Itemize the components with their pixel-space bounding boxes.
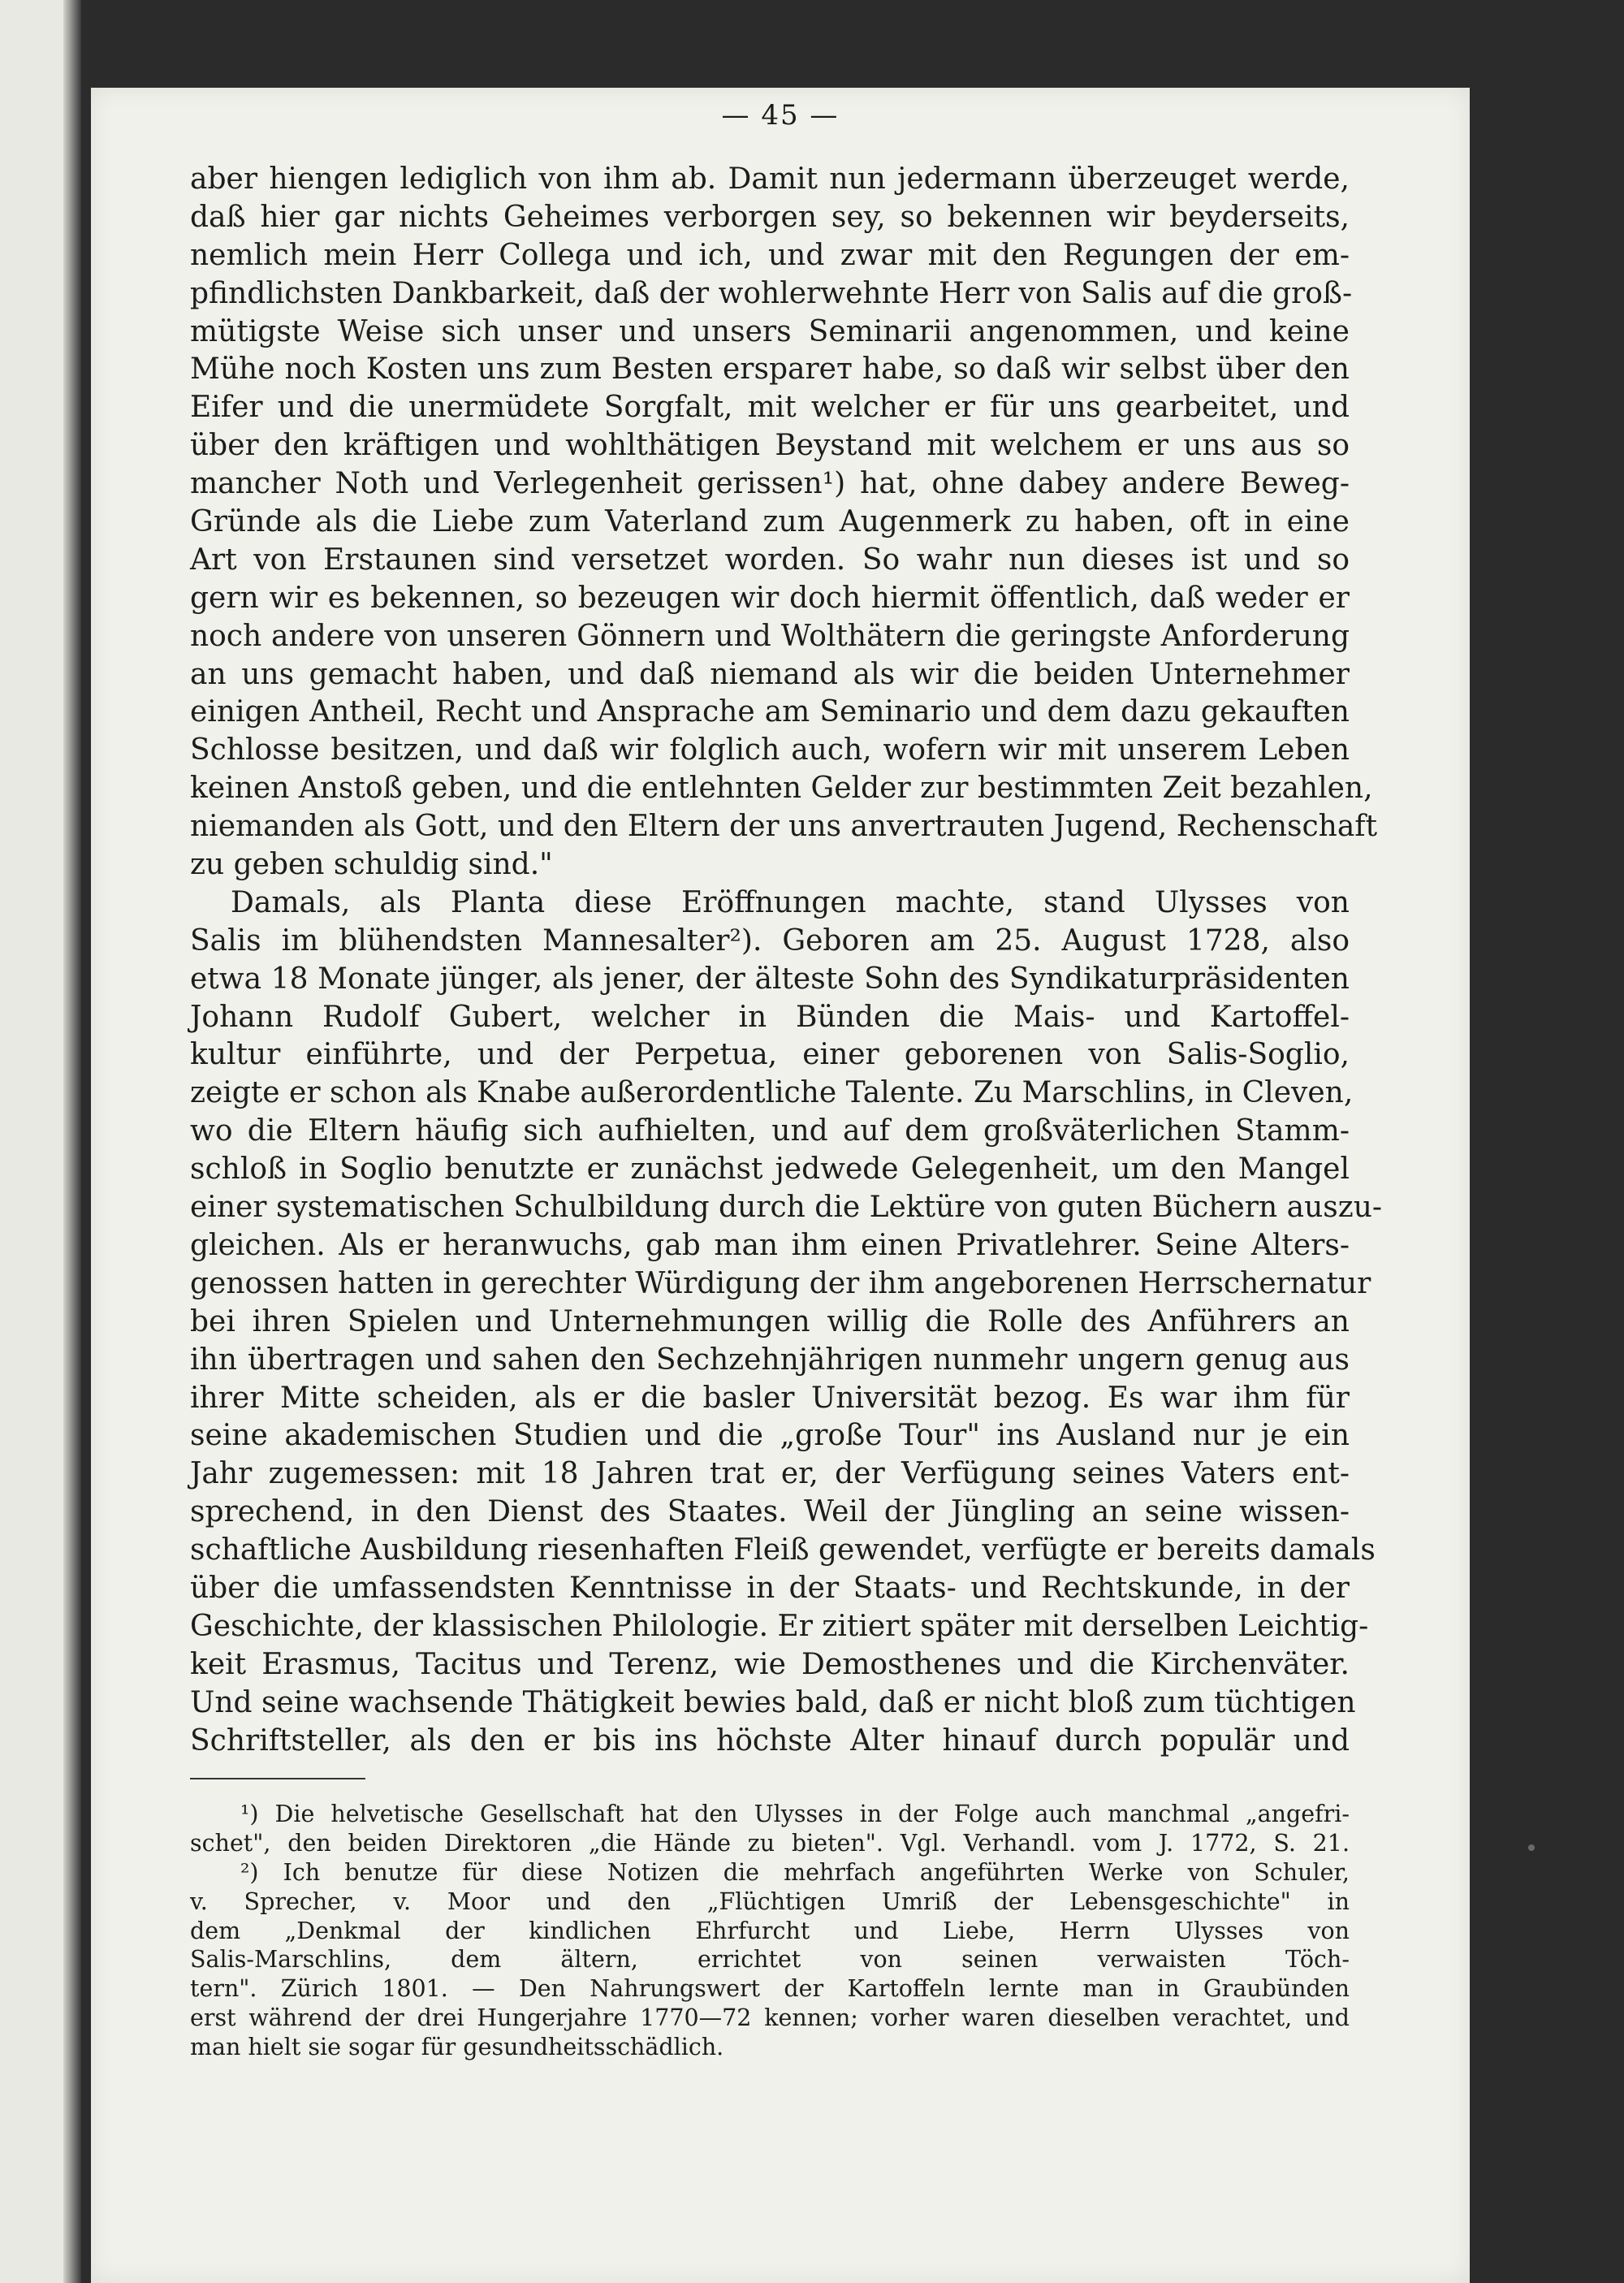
text-line: Mühe noch Kosten uns zum Besten erspareт habe, so daß wir selbst über den bbox=[190, 352, 1350, 387]
text-line: daß hier gar nichts Geheimes verborgen sey, so bekennen wir beyderseits, bbox=[190, 200, 1350, 234]
footnotes bbox=[190, 1800, 1350, 2062]
footnote-line: v. Sprecher, v. Moor und den „Flüchtigen Umriß der Lebensgeschichte" in bbox=[190, 1887, 1350, 1915]
text-line: wo die Eltern häufig sich aufhielten, und auf dem großväterlichen Stamm- bbox=[190, 1114, 1350, 1148]
text-line: keit Erasmus, Tacitus und Terenz, wie Demosthenes und die Kirchenväter. bbox=[190, 1647, 1350, 1681]
text-line: Geschichte, der klassischen Philologie. Er zitiert später mit derselben Leichtig- bbox=[190, 1609, 1369, 1643]
text-line: gern wir es bekennen, so bezeugen wir doch hiermit öffentlich, daß weder er bbox=[190, 581, 1350, 615]
paper-speck bbox=[1528, 1844, 1535, 1851]
text-line: Jahr zugemessen: mit 18 Jahren trat er, der Verfügung seines Vaters ent- bbox=[190, 1457, 1350, 1491]
footnote-line: dem „Denkmal der kindlichen Ehrfurcht und Liebe, Herrn Ulysses von bbox=[190, 1917, 1350, 1944]
text-line: Art von Erstaunen sind versetzet worden. So wahr nun dieses ist und so bbox=[190, 543, 1350, 577]
book-page bbox=[91, 88, 1470, 2283]
text-line: bei ihren Spielen und Unternehmungen willig die Rolle des Anführers an bbox=[190, 1304, 1350, 1338]
text-line: einer systematischen Schulbildung durch die Lektüre von guten Büchern auszu- bbox=[190, 1191, 1383, 1225]
text-line: sprechend, in den Dienst des Staates. Weil der Jüngling an seine wissen- bbox=[190, 1495, 1350, 1529]
page-number: — 45 — bbox=[721, 99, 840, 132]
book-gutter-shadow bbox=[63, 0, 81, 2283]
footnote-line: ²) Ich benutze für diese Notizen die mehrfach angeführten Werke von Schuler, bbox=[240, 1858, 1350, 1886]
text-line: mancher Noth und Verlegenheit gerissen¹) hat, ohne dabey andere Beweg- bbox=[190, 467, 1350, 501]
paragraph-start-line: Damals, als Planta diese Eröffnungen machte, stand Ulysses von bbox=[231, 885, 1350, 919]
footnote-line: ¹) Die helvetische Gesellschaft hat den Ulysses in der Folge auch manchmal „angefri- bbox=[240, 1801, 1350, 1827]
text-line: zu geben schuldig sind." bbox=[190, 848, 553, 882]
text-line: Schriftsteller, als den er bis ins höchste Alter hinauf durch populär und bbox=[190, 1723, 1350, 1758]
text-line: ihrer Mitte scheiden, als er die basler Universität bezog. Es war ihm für bbox=[190, 1381, 1350, 1415]
text-line: schaftliche Ausbildung riesenhaften Fleiß gewendet, verfügte er bereits damals bbox=[190, 1533, 1376, 1567]
footnote-line: Salis-Marschlins, dem ältern, errichtet von seinen verwaisten Töch- bbox=[190, 1946, 1350, 1974]
text-line: Und seine wachsende Thätigkeit bewies bald, daß er nicht bloß zum tüchtigen bbox=[190, 1685, 1356, 1719]
text-line: mütigste Weise sich unser und unsers Seminarii angenommen, und keine bbox=[190, 314, 1350, 348]
text-line: einigen Antheil, Recht und Ansprache am Seminario und dem dazu gekauften bbox=[190, 695, 1350, 729]
text-line: gleichen. Als er heranwuchs, gab man ihm einen Privatlehrer. Seine Alters- bbox=[190, 1228, 1350, 1262]
footnote-separator bbox=[190, 1778, 365, 1779]
text-line: Schlosse besitzen, und daß wir folglich auch, wofern wir mit unserem Leben bbox=[190, 733, 1350, 767]
footnote-line: man hielt sie sogar für gesundheitsschädlich. bbox=[190, 2034, 724, 2061]
text-line: niemanden als Gott, und den Eltern der uns anvertrauten Jugend, Rechenschaft bbox=[190, 810, 1378, 844]
text-line: noch andere von unseren Gönnern und Wolthätern die geringste Anforderung bbox=[190, 619, 1350, 653]
text-line: pfindlichsten Dankbarkeit, daß der wohlerwehnte Herr von Salis auf die groß- bbox=[190, 276, 1353, 310]
text-line: schloß in Soglio benutzte er zunächst jedwede Gelegenheit, um den Mangel bbox=[190, 1152, 1350, 1187]
text-line: genossen hatten in gerechter Würdigung der ihm angeborenen Herrschernatur bbox=[190, 1266, 1371, 1300]
text-line: keinen Anstoß geben, und die entlehnten Gelder zur bestimmten Zeit bezahlen, bbox=[190, 772, 1373, 806]
footnote-line: tern". Zürich 1801. — Den Nahrungswert der Kartoffeln lernte man in Graubünden bbox=[190, 1975, 1350, 2003]
text-line: über den kräftigen und wohlthätigen Beystand mit welchem er uns aus so bbox=[190, 429, 1350, 463]
footnote-line: erst während der drei Hungerjahre 1770—72 kennen; vorher waren dieselben verachtet, und bbox=[190, 2004, 1350, 2032]
text-line: nemlich mein Herr Collega und ich, und zwar mit den Regungen der em- bbox=[190, 238, 1350, 272]
text-line: ihn übertragen und sahen den Sechzehnjährigen nunmehr ungern genug aus bbox=[190, 1343, 1350, 1377]
text-line: Johann Rudolf Gubert, welcher in Bünden die Mais- und Kartoffel- bbox=[190, 1000, 1350, 1034]
main-text bbox=[190, 161, 1383, 1760]
text-line: Gründe als die Liebe zum Vaterland zum Augenmerk zu haben, oft in eine bbox=[190, 505, 1350, 539]
text-line: Salis im blühendsten Mannesalter²). Geboren am 25. August 1728, also bbox=[190, 923, 1350, 958]
text-line: etwa 18 Monate jünger, als jener, der älteste Sohn des Syndikaturpräsidenten bbox=[190, 962, 1350, 996]
text-line: über die umfassendsten Kenntnisse in der Staats- und Rechtskunde, in der bbox=[190, 1571, 1350, 1605]
text-line: kultur einführte, und der Perpetua, einer geborenen von Salis-Soglio, bbox=[190, 1038, 1350, 1072]
footnote-line: schet", den beiden Direktoren „die Hände zu bieten". Vgl. Verhandl. vom J. 1772, S. 21. bbox=[190, 1829, 1350, 1857]
text-line: zeigte er schon als Knabe außerordentliche Talente. Zu Marschlins, in Cleven, bbox=[190, 1076, 1354, 1110]
text-line: Eifer und die unermüdete Sorgfalt, mit welcher er für uns gearbeitet, und bbox=[190, 391, 1350, 425]
text-line: an uns gemacht haben, und daß niemand als wir die beiden Unternehmer bbox=[190, 657, 1350, 691]
text-line: aber hiengen lediglich von ihm ab. Damit nun jedermann überzeuget werde, bbox=[190, 162, 1350, 196]
text-line: seine akademischen Studien und die „große Tour" ins Ausland nur je ein bbox=[190, 1419, 1350, 1453]
